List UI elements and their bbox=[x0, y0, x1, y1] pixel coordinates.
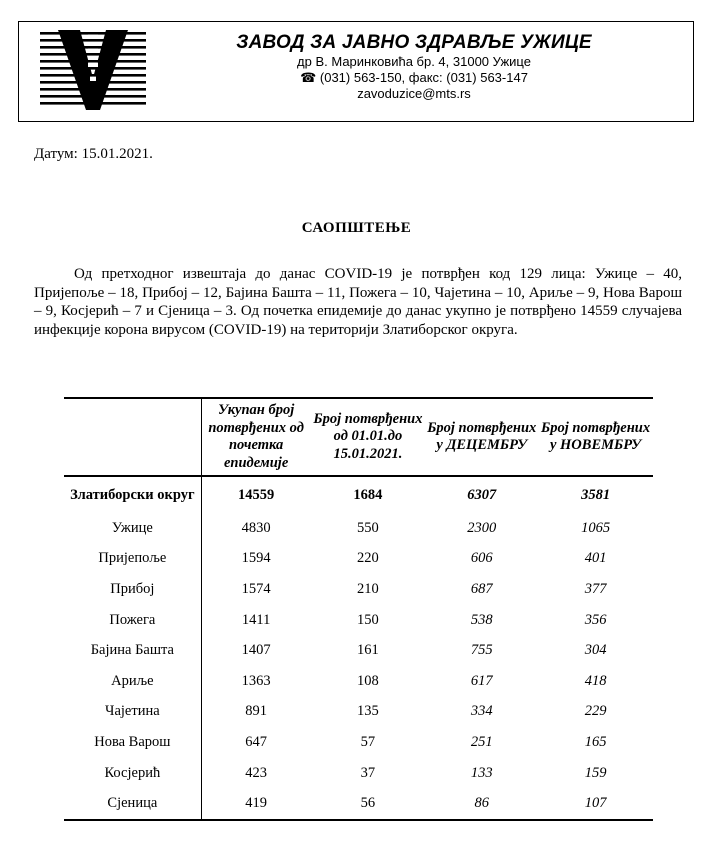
cell-total: 1411 bbox=[241, 611, 271, 628]
cell-january: 210 bbox=[357, 580, 379, 597]
header-january: Број потврђених од 01.01.до 15.01.2021. bbox=[313, 410, 423, 462]
table-row bbox=[64, 544, 653, 575]
row-name: Пријепоље bbox=[64, 544, 201, 575]
row-name: Ужице bbox=[64, 513, 201, 544]
org-name: ЗАВОД ЗА ЈАВНО ЗДРАВЉЕ УЖИЦЕ bbox=[236, 32, 592, 53]
cell-december: 755 bbox=[470, 642, 493, 659]
letterhead bbox=[18, 21, 694, 122]
cell-total: 891 bbox=[245, 703, 267, 720]
institute-logo-icon bbox=[40, 30, 146, 110]
table-row bbox=[64, 788, 653, 820]
cell-november: 107 bbox=[584, 795, 607, 812]
telephone-icon: ☎ bbox=[300, 70, 317, 85]
cell-december: 6307 bbox=[467, 487, 497, 503]
cell-december: 334 bbox=[470, 703, 493, 720]
table-row-district-total bbox=[64, 476, 653, 513]
cell-december: 251 bbox=[470, 733, 493, 750]
row-name: Чајетина bbox=[64, 697, 201, 728]
header-total: Укупан број потврђених од почетка епидемије bbox=[208, 402, 304, 471]
row-name: Прибој bbox=[64, 574, 201, 605]
cases-table bbox=[64, 397, 653, 821]
cell-december: 2300 bbox=[467, 519, 497, 536]
cell-total: 1574 bbox=[241, 580, 271, 597]
row-name: Пожега bbox=[64, 605, 201, 636]
row-name: Нова Варош bbox=[64, 727, 201, 758]
cell-november: 401 bbox=[584, 550, 607, 567]
cell-november: 356 bbox=[584, 611, 607, 628]
table-row bbox=[64, 635, 653, 666]
cell-january: 1684 bbox=[353, 487, 383, 503]
cell-january: 56 bbox=[360, 795, 376, 812]
cell-total: 14559 bbox=[237, 487, 275, 503]
table-row bbox=[64, 727, 653, 758]
table-row bbox=[64, 513, 653, 544]
header-municipality bbox=[64, 398, 201, 476]
org-phone-fax: (031) 563-150, факс: (031) 563-147 bbox=[319, 70, 528, 85]
table-header-row bbox=[64, 398, 653, 476]
cell-november: 3581 bbox=[581, 487, 611, 503]
cell-november: 304 bbox=[584, 642, 607, 659]
cell-january: 220 bbox=[357, 550, 379, 567]
cell-december: 86 bbox=[474, 795, 489, 812]
cell-total: 1407 bbox=[241, 642, 271, 659]
cell-december: 133 bbox=[470, 764, 493, 781]
cell-december: 606 bbox=[470, 550, 493, 567]
document-title: САОПШТЕЊЕ bbox=[301, 220, 412, 236]
announcement-paragraph: Од претходног извештаја до данас COVID-19 је потврђен код 129 лица: Ужице – 40, Пријепоље – 18, Прибој – 12, Бајина Башта – 11, Пожега – 10, Чајетина – 10, Ариље – 9, Нова Варош – 9, Косјерић – 7 и Сјеница – 3. Од почетка епидемије до данас укупно је потврђено 14559 случајева инфекције корона вирусом (COVID-19) на територији Златиборског округа. bbox=[34, 266, 682, 338]
cell-total: 419 bbox=[245, 795, 267, 812]
document-date: Датум: 15.01.2021. bbox=[34, 146, 153, 162]
row-name: Бајина Башта bbox=[64, 635, 201, 666]
org-address: др В. Маринковића бр. 4, 31000 Ужице bbox=[297, 54, 531, 69]
row-name: Сјеница bbox=[64, 788, 201, 820]
header-november: Број потврђених у НОВЕМБРУ bbox=[541, 419, 651, 453]
cell-november: 159 bbox=[584, 764, 607, 781]
cell-november: 1065 bbox=[581, 519, 611, 536]
cell-january: 161 bbox=[357, 642, 379, 659]
cell-total: 647 bbox=[245, 733, 267, 750]
table-row bbox=[64, 605, 653, 636]
row-name: Златиборски округ bbox=[64, 476, 201, 513]
cell-november: 377 bbox=[584, 580, 607, 597]
cell-january: 108 bbox=[357, 672, 379, 689]
cell-november: 165 bbox=[584, 733, 607, 750]
org-phone-line bbox=[194, 70, 634, 86]
cell-january: 135 bbox=[357, 703, 379, 720]
row-name: Ариље bbox=[64, 666, 201, 697]
table-row bbox=[64, 758, 653, 789]
row-name: Косјерић bbox=[64, 758, 201, 789]
cell-november: 229 bbox=[584, 703, 607, 720]
table-row bbox=[64, 666, 653, 697]
cell-total: 1363 bbox=[241, 672, 271, 689]
cell-total: 1594 bbox=[241, 550, 271, 567]
cell-january: 550 bbox=[357, 519, 379, 536]
cell-total: 4830 bbox=[241, 519, 271, 536]
cell-december: 617 bbox=[470, 672, 493, 689]
cell-december: 687 bbox=[470, 580, 493, 597]
cell-january: 37 bbox=[360, 764, 376, 781]
org-info bbox=[194, 32, 634, 102]
table-row bbox=[64, 697, 653, 728]
org-email: zavoduzice@mts.rs bbox=[357, 86, 471, 101]
table-row bbox=[64, 574, 653, 605]
cell-december: 538 bbox=[470, 611, 493, 628]
cell-total: 423 bbox=[245, 764, 267, 781]
cell-november: 418 bbox=[584, 672, 607, 689]
header-december: Број потврђених у ДЕЦЕМБРУ bbox=[427, 419, 537, 453]
cell-january: 57 bbox=[360, 733, 376, 750]
cell-january: 150 bbox=[357, 611, 379, 628]
